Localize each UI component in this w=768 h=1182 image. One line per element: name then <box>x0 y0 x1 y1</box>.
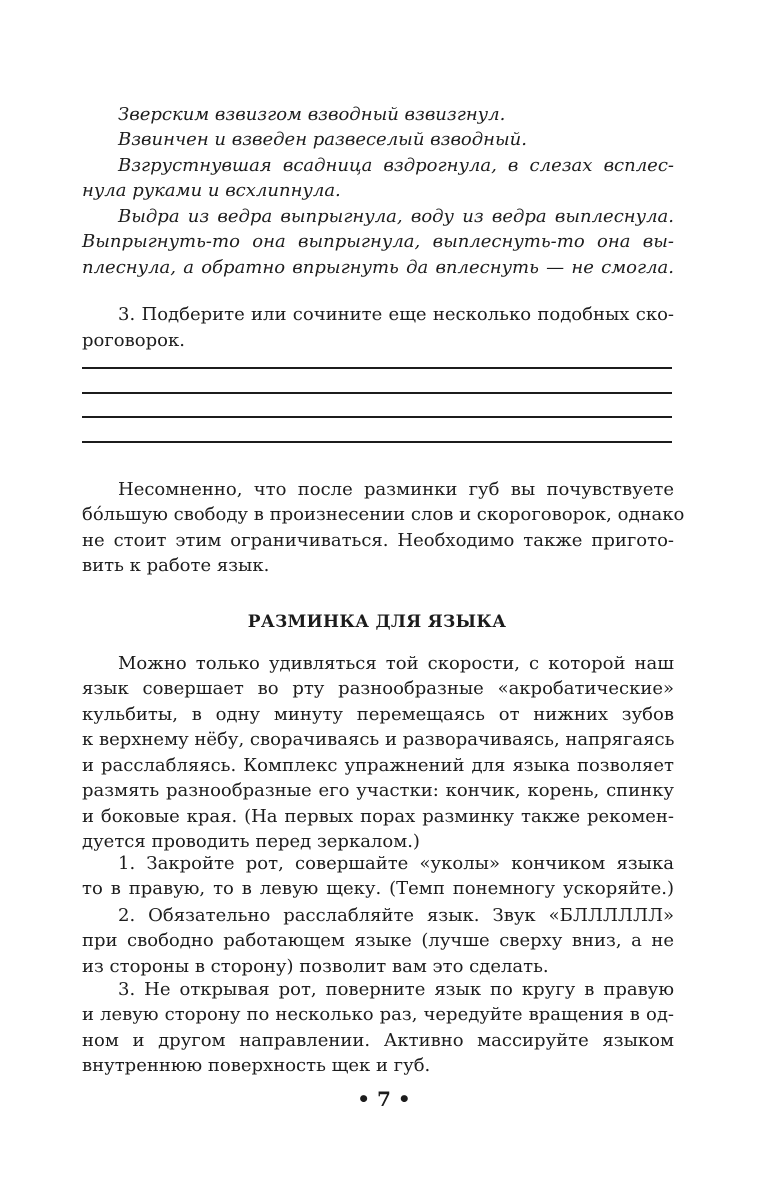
exercise3-line-2: и левую сторону по несколько раз, чередуйте вращения в од- <box>82 1004 674 1025</box>
exercise1-line-2: то в правую, то в левую щеку. (Темп понемногу ускоряйте.) <box>82 878 674 899</box>
exercise2-line-1: 2. Обязательно расслабляйте язык. Звук «БЛЛЛЛЛЛ» <box>118 905 674 926</box>
exercise3-line-3: ном и другом направлении. Активно массируйте языком <box>82 1030 674 1051</box>
answer-line-1 <box>82 367 672 369</box>
section-heading: РАЗМИНКА ДЛЯ ЯЗЫКА <box>247 612 507 632</box>
task3-line-2: роговорок. <box>82 330 185 351</box>
conclusion-line-3: не стоит этим ограничиваться. Необходимо также пригото- <box>82 530 674 551</box>
page-number: • 7 • <box>357 1087 411 1111</box>
exercise3-line-1: 3. Не открывая рот, поверните язык по кругу в правую <box>118 979 674 1000</box>
tongue-twister-line-3: Взгрустнувшая всадница вздрогнула, в слезах всплес- <box>118 155 674 176</box>
intro-line-1: Можно только удивляться той скорости, с которой наш <box>118 653 674 674</box>
tongue-twister-line-1: Зверским взвизгом взводный взвизгнул. <box>118 104 506 125</box>
intro-line-2: язык совершает во рту разнообразные «акробатические» <box>82 678 674 699</box>
task3-line-1: 3. Подберите или сочините еще несколько подобных ско- <box>118 304 674 325</box>
intro-line-8: дуется проводить перед зеркалом.) <box>82 831 420 852</box>
conclusion-line-1: Несомненно, что после разминки губ вы почувствуете <box>118 479 674 500</box>
conclusion-line-4: вить к работе язык. <box>82 555 270 576</box>
intro-line-6: размять разнообразные его участки: кончик, корень, спинку <box>82 780 674 801</box>
answer-line-2 <box>82 392 672 394</box>
answer-line-4 <box>82 441 672 443</box>
tongue-twister-line-4: нула руками и всхлипнула. <box>82 180 341 201</box>
intro-line-5: и расслабляясь. Комплекс упражнений для языка позволяет <box>82 755 674 776</box>
tongue-twister-line-5: Выдра из ведра выпрыгнула, воду из ведра выплеснула. <box>118 206 674 227</box>
intro-line-4: к верхнему нёбу, сворачиваясь и разворачиваясь, напрягаясь <box>82 729 675 750</box>
tongue-twister-line-2: Взвинчен и взведен развеселый взводный. <box>118 129 527 150</box>
intro-line-7: и боковые края. (На первых порах разминку также рекомен- <box>82 806 674 827</box>
tongue-twister-line-7: плеснула, а обратно впрыгнуть да вплеснуть — не смогла. <box>82 257 674 278</box>
conclusion-line-2: бóльшую свободу в произнесении слов и скороговорок, однако <box>82 504 685 525</box>
exercise2-line-2: при свободно работающем языке (лучше сверху вниз, а не <box>82 930 674 951</box>
exercise1-line-1: 1. Закройте рот, совершайте «уколы» кончиком языка <box>118 853 674 874</box>
answer-line-3 <box>82 416 672 418</box>
tongue-twister-line-6: Выпрыгнуть-то она выпрыгнула, выплеснуть-то она вы- <box>82 231 674 252</box>
intro-line-3: кульбиты, в одну минуту перемещаясь от нижних зубов <box>82 704 674 725</box>
exercise3-line-4: внутреннюю поверхность щек и губ. <box>82 1055 431 1076</box>
exercise2-line-3: из стороны в сторону) позволит вам это сделать. <box>82 956 549 977</box>
